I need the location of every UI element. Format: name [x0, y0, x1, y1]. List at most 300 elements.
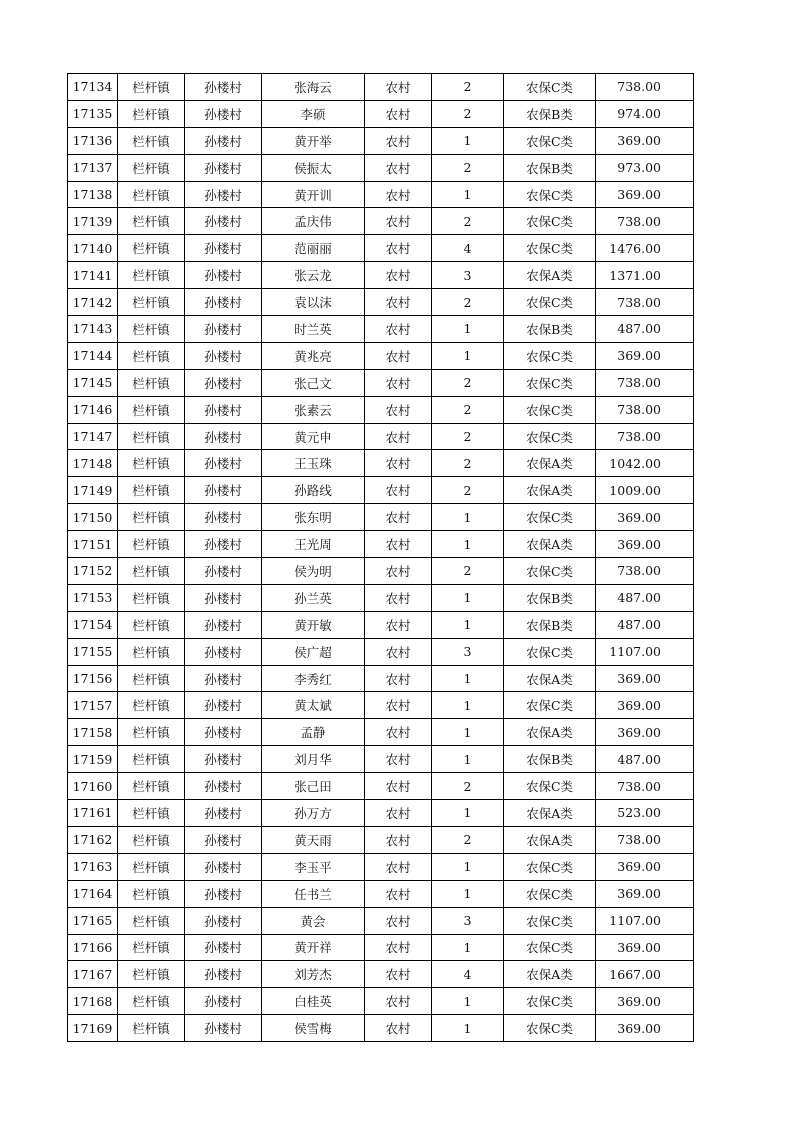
cell-household-type: 农村 [365, 450, 432, 477]
cell-category: 农保C类 [504, 1015, 596, 1042]
cell-id: 17143 [68, 316, 118, 343]
cell-amount: 974.00 [596, 100, 694, 127]
table-row [68, 181, 694, 208]
cell-village: 孙楼村 [185, 154, 262, 181]
cell-town: 栏杆镇 [118, 235, 185, 262]
cell-person-count: 2 [432, 558, 504, 585]
cell-amount: 369.00 [596, 853, 694, 880]
cell-village: 孙楼村 [185, 74, 262, 101]
cell-id: 17163 [68, 853, 118, 880]
table-row [68, 342, 694, 369]
cell-name: 孟庆伟 [262, 208, 365, 235]
cell-category: 农保C类 [504, 880, 596, 907]
cell-category: 农保B类 [504, 100, 596, 127]
cell-id: 17158 [68, 719, 118, 746]
table-row [68, 477, 694, 504]
cell-village: 孙楼村 [185, 396, 262, 423]
cell-id: 17169 [68, 1015, 118, 1042]
records-table [67, 73, 694, 1042]
cell-town: 栏杆镇 [118, 181, 185, 208]
cell-name: 张海云 [262, 74, 365, 101]
cell-village: 孙楼村 [185, 127, 262, 154]
table-row [68, 584, 694, 611]
cell-household-type: 农村 [365, 342, 432, 369]
cell-household-type: 农村 [365, 961, 432, 988]
cell-amount: 369.00 [596, 934, 694, 961]
cell-person-count: 1 [432, 342, 504, 369]
cell-person-count: 2 [432, 773, 504, 800]
cell-person-count: 1 [432, 880, 504, 907]
cell-id: 17144 [68, 342, 118, 369]
cell-category: 农保C类 [504, 773, 596, 800]
cell-village: 孙楼村 [185, 477, 262, 504]
cell-amount: 369.00 [596, 1015, 694, 1042]
cell-name: 张己文 [262, 369, 365, 396]
cell-person-count: 3 [432, 638, 504, 665]
cell-amount: 1009.00 [596, 477, 694, 504]
cell-name: 侯振太 [262, 154, 365, 181]
cell-name: 黄开举 [262, 127, 365, 154]
cell-village: 孙楼村 [185, 100, 262, 127]
cell-amount: 1042.00 [596, 450, 694, 477]
cell-id: 17142 [68, 289, 118, 316]
cell-name: 黄开训 [262, 181, 365, 208]
cell-person-count: 1 [432, 934, 504, 961]
cell-name: 刘月华 [262, 746, 365, 773]
cell-town: 栏杆镇 [118, 988, 185, 1015]
cell-household-type: 农村 [365, 584, 432, 611]
cell-name: 孟静 [262, 719, 365, 746]
cell-name: 范丽丽 [262, 235, 365, 262]
cell-id: 17157 [68, 692, 118, 719]
cell-town: 栏杆镇 [118, 154, 185, 181]
cell-town: 栏杆镇 [118, 826, 185, 853]
cell-name: 张素云 [262, 396, 365, 423]
cell-id: 17145 [68, 369, 118, 396]
cell-person-count: 2 [432, 477, 504, 504]
cell-household-type: 农村 [365, 934, 432, 961]
cell-category: 农保A类 [504, 665, 596, 692]
cell-id: 17155 [68, 638, 118, 665]
cell-amount: 738.00 [596, 773, 694, 800]
cell-name: 孙兰英 [262, 584, 365, 611]
table-row [68, 558, 694, 585]
cell-name: 黄元申 [262, 423, 365, 450]
table-row [68, 853, 694, 880]
cell-name: 李硕 [262, 100, 365, 127]
table-row [68, 746, 694, 773]
cell-village: 孙楼村 [185, 558, 262, 585]
cell-person-count: 2 [432, 208, 504, 235]
cell-person-count: 2 [432, 450, 504, 477]
cell-village: 孙楼村 [185, 504, 262, 531]
cell-name: 黄天雨 [262, 826, 365, 853]
cell-id: 17141 [68, 262, 118, 289]
cell-person-count: 2 [432, 100, 504, 127]
cell-name: 黄会 [262, 907, 365, 934]
cell-town: 栏杆镇 [118, 638, 185, 665]
table-row [68, 907, 694, 934]
table-row [68, 961, 694, 988]
cell-category: 农保A类 [504, 961, 596, 988]
cell-household-type: 农村 [365, 74, 432, 101]
cell-person-count: 2 [432, 289, 504, 316]
cell-household-type: 农村 [365, 800, 432, 827]
cell-id: 17148 [68, 450, 118, 477]
cell-id: 17134 [68, 74, 118, 101]
cell-village: 孙楼村 [185, 262, 262, 289]
cell-name: 黄开祥 [262, 934, 365, 961]
cell-name: 袁以沫 [262, 289, 365, 316]
cell-town: 栏杆镇 [118, 477, 185, 504]
cell-amount: 369.00 [596, 692, 694, 719]
cell-person-count: 1 [432, 988, 504, 1015]
cell-household-type: 农村 [365, 1015, 432, 1042]
cell-amount: 369.00 [596, 880, 694, 907]
cell-category: 农保C类 [504, 853, 596, 880]
cell-household-type: 农村 [365, 988, 432, 1015]
cell-amount: 369.00 [596, 504, 694, 531]
cell-person-count: 2 [432, 369, 504, 396]
cell-household-type: 农村 [365, 262, 432, 289]
cell-name: 王光周 [262, 531, 365, 558]
cell-category: 农保B类 [504, 154, 596, 181]
cell-town: 栏杆镇 [118, 289, 185, 316]
cell-person-count: 1 [432, 611, 504, 638]
cell-amount: 1107.00 [596, 638, 694, 665]
cell-category: 农保C类 [504, 423, 596, 450]
cell-category: 农保A类 [504, 800, 596, 827]
cell-id: 17146 [68, 396, 118, 423]
cell-household-type: 农村 [365, 369, 432, 396]
cell-id: 17164 [68, 880, 118, 907]
cell-village: 孙楼村 [185, 316, 262, 343]
cell-amount: 738.00 [596, 369, 694, 396]
cell-amount: 487.00 [596, 611, 694, 638]
cell-amount: 369.00 [596, 988, 694, 1015]
cell-name: 黄开敏 [262, 611, 365, 638]
cell-name: 张己田 [262, 773, 365, 800]
table-row [68, 1015, 694, 1042]
cell-name: 任书兰 [262, 880, 365, 907]
cell-id: 17139 [68, 208, 118, 235]
cell-id: 17167 [68, 961, 118, 988]
cell-person-count: 2 [432, 826, 504, 853]
cell-town: 栏杆镇 [118, 74, 185, 101]
cell-village: 孙楼村 [185, 208, 262, 235]
cell-id: 17138 [68, 181, 118, 208]
cell-amount: 523.00 [596, 800, 694, 827]
cell-town: 栏杆镇 [118, 558, 185, 585]
cell-village: 孙楼村 [185, 289, 262, 316]
cell-town: 栏杆镇 [118, 208, 185, 235]
cell-village: 孙楼村 [185, 719, 262, 746]
cell-town: 栏杆镇 [118, 396, 185, 423]
cell-category: 农保C类 [504, 934, 596, 961]
cell-category: 农保C类 [504, 342, 596, 369]
cell-household-type: 农村 [365, 316, 432, 343]
cell-village: 孙楼村 [185, 826, 262, 853]
cell-village: 孙楼村 [185, 988, 262, 1015]
cell-household-type: 农村 [365, 504, 432, 531]
cell-category: 农保C类 [504, 74, 596, 101]
cell-village: 孙楼村 [185, 800, 262, 827]
cell-person-count: 2 [432, 154, 504, 181]
cell-person-count: 1 [432, 127, 504, 154]
cell-village: 孙楼村 [185, 611, 262, 638]
table-row [68, 262, 694, 289]
cell-village: 孙楼村 [185, 907, 262, 934]
cell-town: 栏杆镇 [118, 800, 185, 827]
cell-town: 栏杆镇 [118, 423, 185, 450]
cell-household-type: 农村 [365, 665, 432, 692]
cell-category: 农保C类 [504, 235, 596, 262]
cell-id: 17162 [68, 826, 118, 853]
cell-amount: 1107.00 [596, 907, 694, 934]
table-row [68, 289, 694, 316]
cell-person-count: 2 [432, 74, 504, 101]
cell-amount: 369.00 [596, 719, 694, 746]
cell-person-count: 1 [432, 504, 504, 531]
cell-name: 王玉珠 [262, 450, 365, 477]
cell-amount: 369.00 [596, 665, 694, 692]
cell-id: 17166 [68, 934, 118, 961]
cell-category: 农保C类 [504, 127, 596, 154]
cell-amount: 369.00 [596, 127, 694, 154]
cell-village: 孙楼村 [185, 181, 262, 208]
cell-town: 栏杆镇 [118, 907, 185, 934]
cell-household-type: 农村 [365, 611, 432, 638]
table-row [68, 396, 694, 423]
cell-town: 栏杆镇 [118, 665, 185, 692]
cell-village: 孙楼村 [185, 450, 262, 477]
table-row [68, 450, 694, 477]
cell-person-count: 3 [432, 262, 504, 289]
cell-village: 孙楼村 [185, 692, 262, 719]
table-row [68, 665, 694, 692]
cell-id: 17137 [68, 154, 118, 181]
cell-household-type: 农村 [365, 773, 432, 800]
cell-amount: 738.00 [596, 208, 694, 235]
cell-village: 孙楼村 [185, 853, 262, 880]
cell-village: 孙楼村 [185, 423, 262, 450]
cell-category: 农保C类 [504, 181, 596, 208]
cell-household-type: 农村 [365, 208, 432, 235]
cell-id: 17165 [68, 907, 118, 934]
cell-name: 侯为明 [262, 558, 365, 585]
cell-town: 栏杆镇 [118, 100, 185, 127]
cell-village: 孙楼村 [185, 934, 262, 961]
cell-person-count: 1 [432, 316, 504, 343]
cell-category: 农保C类 [504, 369, 596, 396]
cell-village: 孙楼村 [185, 880, 262, 907]
cell-person-count: 1 [432, 584, 504, 611]
cell-category: 农保B类 [504, 746, 596, 773]
cell-household-type: 农村 [365, 880, 432, 907]
cell-category: 农保A类 [504, 477, 596, 504]
cell-name: 李秀红 [262, 665, 365, 692]
cell-town: 栏杆镇 [118, 316, 185, 343]
table-row [68, 208, 694, 235]
cell-person-count: 1 [432, 746, 504, 773]
cell-village: 孙楼村 [185, 638, 262, 665]
table-row [68, 100, 694, 127]
cell-category: 农保C类 [504, 638, 596, 665]
table-row [68, 719, 694, 746]
cell-category: 农保C类 [504, 208, 596, 235]
cell-id: 17152 [68, 558, 118, 585]
cell-category: 农保A类 [504, 450, 596, 477]
cell-id: 17147 [68, 423, 118, 450]
cell-household-type: 农村 [365, 638, 432, 665]
cell-household-type: 农村 [365, 289, 432, 316]
cell-category: 农保C类 [504, 988, 596, 1015]
cell-name: 张云龙 [262, 262, 365, 289]
cell-town: 栏杆镇 [118, 342, 185, 369]
cell-category: 农保A类 [504, 262, 596, 289]
cell-household-type: 农村 [365, 235, 432, 262]
cell-town: 栏杆镇 [118, 369, 185, 396]
cell-amount: 487.00 [596, 584, 694, 611]
cell-household-type: 农村 [365, 719, 432, 746]
cell-id: 17168 [68, 988, 118, 1015]
table-row [68, 638, 694, 665]
cell-amount: 487.00 [596, 746, 694, 773]
cell-amount: 1476.00 [596, 235, 694, 262]
cell-name: 时兰英 [262, 316, 365, 343]
cell-name: 孙万方 [262, 800, 365, 827]
cell-person-count: 1 [432, 800, 504, 827]
cell-name: 侯广超 [262, 638, 365, 665]
cell-id: 17135 [68, 100, 118, 127]
cell-id: 17153 [68, 584, 118, 611]
cell-town: 栏杆镇 [118, 611, 185, 638]
cell-id: 17156 [68, 665, 118, 692]
cell-person-count: 1 [432, 181, 504, 208]
cell-household-type: 农村 [365, 826, 432, 853]
cell-person-count: 1 [432, 665, 504, 692]
cell-household-type: 农村 [365, 100, 432, 127]
cell-amount: 1371.00 [596, 262, 694, 289]
cell-person-count: 3 [432, 907, 504, 934]
cell-name: 孙路线 [262, 477, 365, 504]
cell-household-type: 农村 [365, 396, 432, 423]
cell-village: 孙楼村 [185, 584, 262, 611]
cell-name: 黄太斌 [262, 692, 365, 719]
cell-category: 农保A类 [504, 531, 596, 558]
cell-amount: 738.00 [596, 423, 694, 450]
cell-category: 农保C类 [504, 396, 596, 423]
cell-amount: 738.00 [596, 826, 694, 853]
cell-amount: 738.00 [596, 289, 694, 316]
table-row [68, 988, 694, 1015]
cell-name: 李玉平 [262, 853, 365, 880]
cell-household-type: 农村 [365, 853, 432, 880]
cell-village: 孙楼村 [185, 1015, 262, 1042]
cell-name: 张东明 [262, 504, 365, 531]
cell-name: 白桂英 [262, 988, 365, 1015]
cell-town: 栏杆镇 [118, 719, 185, 746]
cell-village: 孙楼村 [185, 531, 262, 558]
cell-category: 农保B类 [504, 584, 596, 611]
cell-person-count: 1 [432, 692, 504, 719]
cell-person-count: 1 [432, 1015, 504, 1042]
cell-town: 栏杆镇 [118, 504, 185, 531]
table-row [68, 235, 694, 262]
cell-town: 栏杆镇 [118, 746, 185, 773]
cell-town: 栏杆镇 [118, 773, 185, 800]
cell-household-type: 农村 [365, 746, 432, 773]
cell-category: 农保C类 [504, 289, 596, 316]
cell-village: 孙楼村 [185, 773, 262, 800]
cell-person-count: 4 [432, 235, 504, 262]
table-row [68, 611, 694, 638]
cell-amount: 369.00 [596, 342, 694, 369]
cell-amount: 738.00 [596, 74, 694, 101]
table-row [68, 692, 694, 719]
cell-household-type: 农村 [365, 181, 432, 208]
cell-person-count: 1 [432, 531, 504, 558]
cell-person-count: 2 [432, 423, 504, 450]
cell-town: 栏杆镇 [118, 934, 185, 961]
cell-household-type: 农村 [365, 558, 432, 585]
cell-town: 栏杆镇 [118, 262, 185, 289]
cell-category: 农保B类 [504, 611, 596, 638]
table-row [68, 127, 694, 154]
cell-amount: 487.00 [596, 316, 694, 343]
table-row [68, 826, 694, 853]
table-row [68, 800, 694, 827]
cell-id: 17150 [68, 504, 118, 531]
cell-person-count: 1 [432, 719, 504, 746]
cell-person-count: 1 [432, 853, 504, 880]
cell-id: 17140 [68, 235, 118, 262]
table-row [68, 934, 694, 961]
cell-household-type: 农村 [365, 692, 432, 719]
cell-id: 17159 [68, 746, 118, 773]
cell-category: 农保C类 [504, 692, 596, 719]
cell-town: 栏杆镇 [118, 450, 185, 477]
cell-category: 农保B类 [504, 316, 596, 343]
cell-id: 17154 [68, 611, 118, 638]
cell-village: 孙楼村 [185, 961, 262, 988]
table-row [68, 531, 694, 558]
cell-id: 17160 [68, 773, 118, 800]
cell-town: 栏杆镇 [118, 692, 185, 719]
cell-town: 栏杆镇 [118, 880, 185, 907]
table-row [68, 154, 694, 181]
cell-town: 栏杆镇 [118, 127, 185, 154]
cell-household-type: 农村 [365, 477, 432, 504]
table-row [68, 316, 694, 343]
cell-household-type: 农村 [365, 907, 432, 934]
cell-town: 栏杆镇 [118, 853, 185, 880]
table-body [68, 74, 694, 1042]
cell-household-type: 农村 [365, 154, 432, 181]
cell-id: 17149 [68, 477, 118, 504]
cell-category: 农保C类 [504, 558, 596, 585]
cell-id: 17151 [68, 531, 118, 558]
cell-amount: 738.00 [596, 558, 694, 585]
table-row [68, 880, 694, 907]
cell-town: 栏杆镇 [118, 531, 185, 558]
table-row [68, 369, 694, 396]
cell-amount: 738.00 [596, 396, 694, 423]
table-row [68, 773, 694, 800]
table-row [68, 74, 694, 101]
cell-household-type: 农村 [365, 423, 432, 450]
cell-amount: 1667.00 [596, 961, 694, 988]
